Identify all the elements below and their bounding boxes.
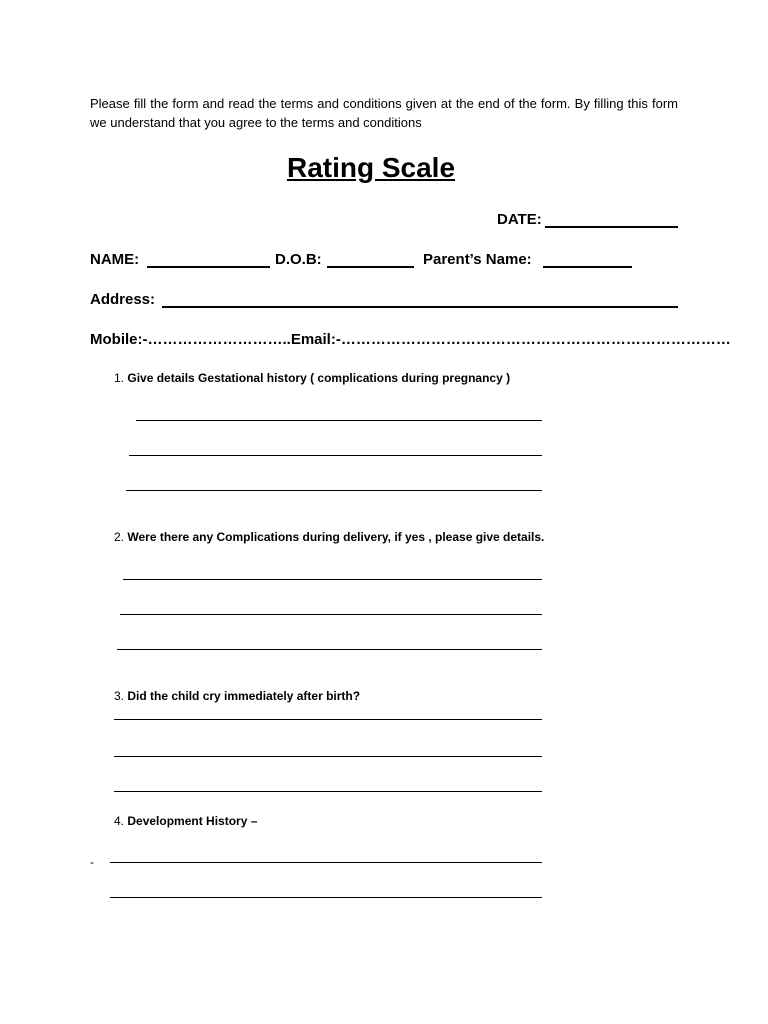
dob-field[interactable] [327,266,414,268]
answer-line[interactable] [120,614,542,615]
question-text: Were there any Complications during delivery, if yes , please give details. [127,530,545,544]
dob-label: D.O.B: [275,251,322,268]
address-field[interactable] [162,306,678,308]
answer-line[interactable] [136,420,542,421]
name-field[interactable] [147,266,270,268]
date-label: DATE: [497,211,542,228]
question-text: Development History – [127,814,258,828]
answer-line[interactable] [110,862,542,863]
question-3 [114,688,360,704]
answer-line[interactable] [114,791,542,792]
page-title: Rating Scale [286,152,456,183]
question-number: 1. [114,371,125,385]
answer-line[interactable] [117,649,542,650]
date-field[interactable] [545,226,678,228]
answer-line[interactable] [114,719,542,720]
question-text: Did the child cry immediately after birth? [127,689,361,703]
question-1 [114,370,510,386]
question-2 [114,529,544,545]
question-text: Give details Gestational history ( complications during pregnancy ) [127,371,511,385]
answer-line[interactable] [123,579,542,580]
answer-line[interactable] [114,756,542,757]
address-label: Address: [90,291,156,308]
question-number: 4. [114,814,125,828]
question-4 [114,813,257,829]
mobile-email-line[interactable]: Mobile:-………………………..Email:-…………………………………………………………………… [90,331,731,348]
parent-name-field[interactable] [543,266,632,268]
question-number: 3. [114,689,125,703]
answer-line[interactable] [126,490,542,491]
intro-paragraph: Please fill the form and read the terms and conditions given at the end of the form. By filling this form we understand that you agree to the terms and conditions [90,96,678,130]
stray-mark: - [90,855,94,869]
question-number: 2. [114,530,125,544]
parent-name-label: Parent’s Name: [423,251,532,268]
answer-line[interactable] [129,455,542,456]
answer-line[interactable] [110,897,542,898]
name-label: NAME: [90,251,140,268]
